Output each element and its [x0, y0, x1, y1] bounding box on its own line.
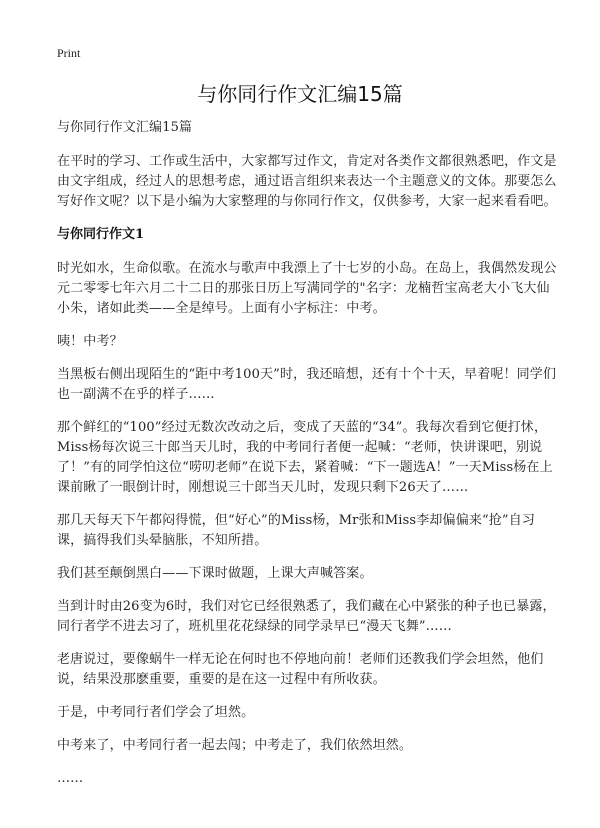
article-paragraph: 那个鲜红的“100”经过无数次改动之后，变成了天蓝的“34”。我每次看到它便打怵，Miss杨每次说三十郎当天儿时，我的中考同行者便一起喊：“老师，快讲课吧，别说了！”有的同学怕这位“唠叨老师”在说下去，紧着喊：“下一题选A！”一天Miss杨在上课前瞅了一眼倒计时，刚想说三十郎当天儿时，发现只剩下26天了……: [57, 420, 553, 495]
article-paragraph: 时光如水，生命似歌。在流水与歌声中我漂上了十七岁的小岛。在岛上，我偶然发现公元二零零七年六月二十二日的那张日历上写满同学的"名字：龙楠哲宝高老大小飞大仙小朱，诸如此类——全是绰号。上面有小字标注：中考。: [57, 261, 557, 316]
article-subtitle: 与你同行作文汇编15篇: [57, 120, 193, 135]
article-paragraph: 我们甚至颠倒黑白——下课时做题，上课大声喊答案。: [57, 566, 373, 581]
article-paragraph: 老唐说过，要像蜗牛一样无论在何时也不停地向前！老师们还教我们学会坦然，他们说，结果没那麽重要，重要的是在这一过程中有所收获。: [57, 652, 544, 687]
article-paragraph: 当到计时由26变为6时，我们对它已经很熟悉了，我们藏在心中紧张的种子也已暴露，同行者学不进去习了，班机里花花绿绿的同学录早已“漫天飞舞”……: [57, 599, 556, 634]
section-heading: 与你同行作文1: [57, 227, 145, 242]
article-paragraph: 咦！中考？: [57, 334, 123, 349]
intro-paragraph: 在平时的学习、工作或生活中，大家都写过作文，肯定对各类作文都很熟悉吧，作文是由文字组成，经过人的思想考虑，通过语言组织来表达一个主题意义的文体。那要怎么写好作文呢？以下是小编为大家整理的与你同行作文，仅供参考，大家一起来看看吧。: [57, 154, 557, 209]
article-paragraph: 于是，中考同行者们学会了坦然。: [57, 705, 255, 720]
article-paragraph: 那几天每天下午都闷得慌，但“好心”的Miss杨，Mr张和Miss李却偏偏来“抢”自习课，搞得我们头晕脑胀，不知所措。: [57, 513, 536, 548]
article-body: [57, 118, 557, 802]
page-title: 与你同行作文汇编15篇: [197, 82, 403, 106]
print-link[interactable]: Print: [57, 46, 81, 60]
article-paragraph: 当黑板右侧出现陌生的“距中考100天”时，我还暗想，还有十个十天，早着呢！同学们也一副满不在乎的样子……: [57, 367, 557, 402]
article-paragraph: 中考来了，中考同行者一起去闯；中考走了，我们依然坦然。: [57, 738, 413, 753]
ellipsis: ……: [57, 771, 84, 786]
